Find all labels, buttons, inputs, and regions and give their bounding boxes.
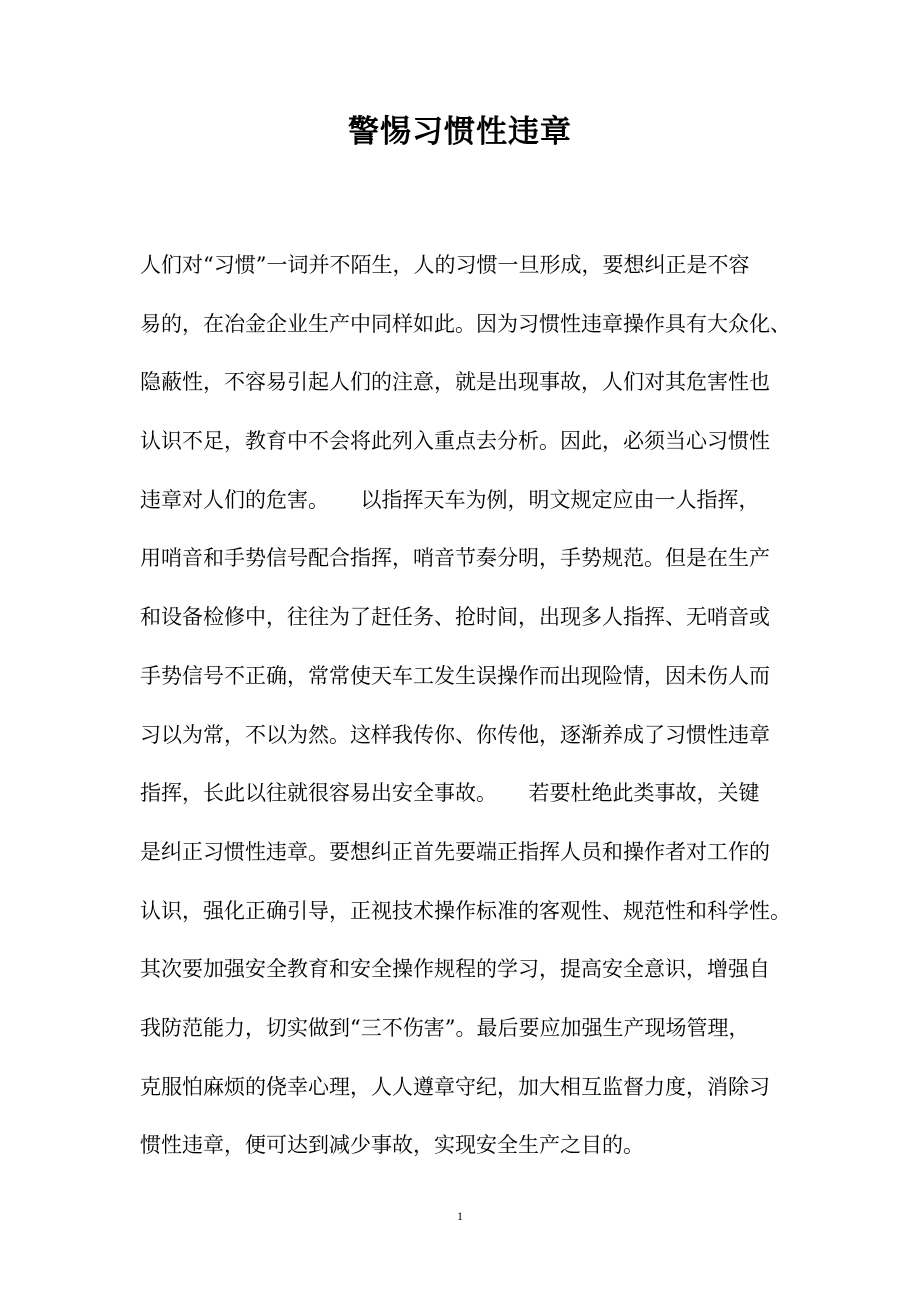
body-line-text: 易的，在冶金企业生产中同样如此。因为习惯性违章操作具有大众化、 xyxy=(140,311,791,336)
document-title: 警惕习惯性违章 xyxy=(348,114,572,150)
body-line-text: 隐蔽性，不容易引起人们的注意，就是出现事故，人们对其危害性也 xyxy=(140,370,770,395)
body-line xyxy=(140,471,800,530)
body-line xyxy=(140,412,800,471)
body-line-text: 认识，强化正确引导，正视技术操作标准的客观性、规范性和科学性。 xyxy=(140,898,791,923)
body-line xyxy=(140,647,800,706)
body-line-text: 认识不足，教育中不会将此列入重点去分析。因此，必须当心习惯性 xyxy=(140,429,770,454)
body-line xyxy=(140,236,800,295)
body-line xyxy=(140,940,800,999)
body-line xyxy=(140,823,800,882)
body-line-text: 惯性违章，便可达到减少事故，实现安全生产之目的。 xyxy=(140,1133,644,1158)
body-line-text: 违章对人们的危害。 以指挥天车为例，明文规定应由一人指挥， xyxy=(140,487,760,512)
document-body xyxy=(140,236,800,1175)
body-line-text: 习以为常，不以为然。这样我传你、你传他，逐渐养成了习惯性违章 xyxy=(140,722,770,747)
body-line-text: 我防范能力，切实做到“三不伤害”。最后要应加强生产现场管理， xyxy=(140,1015,750,1040)
body-line-text: 其次要加强安全教育和安全操作规程的学习，提高安全意识，增强自 xyxy=(140,957,770,982)
body-line xyxy=(140,764,800,823)
body-line-text: 是纠正习惯性违章。要想纠正首先要端正指挥人员和操作者对工作的 xyxy=(140,839,770,864)
body-line xyxy=(140,1116,800,1175)
body-line-text: 克服怕麻烦的侥幸心理，人人遵章守纪，加大相互监督力度，消除习 xyxy=(140,1074,770,1099)
body-line xyxy=(140,529,800,588)
body-line xyxy=(140,882,800,941)
body-line xyxy=(140,1058,800,1117)
body-line-text: 和设备检修中，往往为了赶任务、抢时间，出现多人指挥、无哨音或 xyxy=(140,605,770,630)
body-line-text: 用哨音和手势信号配合指挥，哨音节奏分明，手势规范。但是在生产 xyxy=(140,546,770,571)
body-line xyxy=(140,353,800,412)
body-line xyxy=(140,999,800,1058)
body-line xyxy=(140,588,800,647)
body-line xyxy=(140,706,800,765)
body-line xyxy=(140,295,800,354)
body-line-text: 手势信号不正确，常常使天车工发生误操作而出现险情，因未伤人而 xyxy=(140,663,770,688)
body-line-text: 人们对“习惯”一词并不陌生，人的习惯一旦形成，要想纠正是不容 xyxy=(140,253,750,277)
body-line-text: 指挥，长此以往就很容易出安全事故。 若要杜绝此类事故，关键 xyxy=(140,781,760,806)
page-number: 1 xyxy=(457,1209,463,1223)
